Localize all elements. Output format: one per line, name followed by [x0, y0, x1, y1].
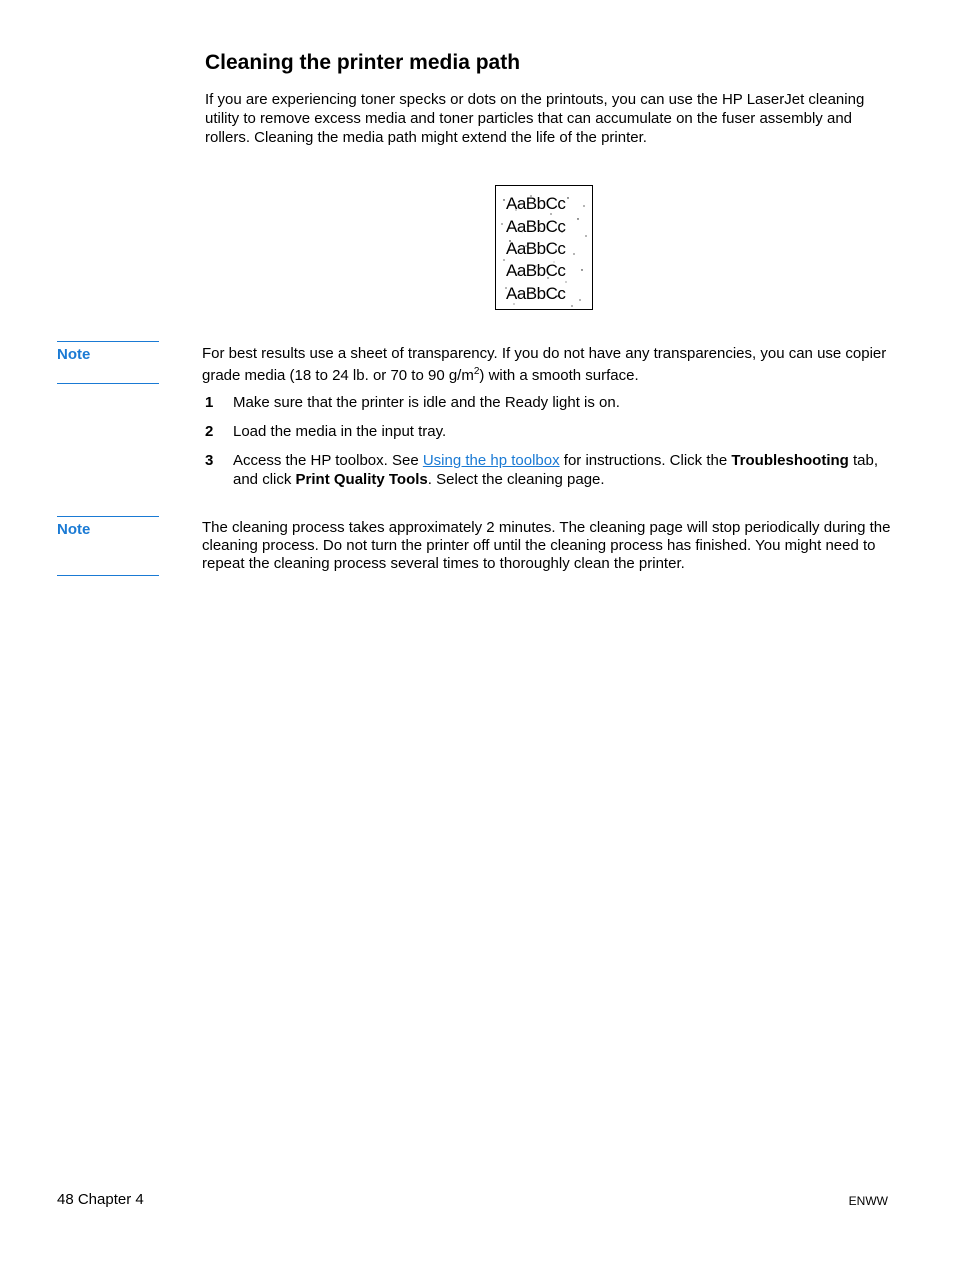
note-text-part: ) with a smooth surface. — [479, 367, 639, 384]
troubleshooting-tab-name: Troubleshooting — [731, 452, 849, 469]
step-text-part: Access the HP toolbox. See — [233, 452, 423, 469]
step-text: Load the media in the input tray. — [233, 423, 447, 440]
note-label: Note — [57, 516, 159, 538]
step-number: 2 — [205, 423, 214, 440]
footer-page-number: 48 Chapter 4 — [57, 1191, 144, 1208]
step-number: 1 — [205, 394, 214, 411]
step-item — [205, 451, 895, 489]
step-number: 3 — [205, 452, 214, 469]
footer-tag: ENWW — [848, 1194, 888, 1208]
superscript: 2 — [473, 366, 480, 377]
step-text: Make sure that the printer is idle and the Ready light is on. — [233, 394, 620, 411]
sample-text-line: AaBbCc — [506, 217, 566, 236]
step-text — [233, 451, 895, 489]
note-text — [202, 345, 896, 385]
sample-text-line: AaBbCc — [506, 194, 566, 213]
sample-text-line: AaBbCc — [506, 284, 566, 303]
step-text-part: tab, and click — [233, 452, 879, 488]
sample-text-line: AaBbCc — [506, 239, 566, 258]
step-item — [205, 393, 895, 412]
using-hp-toolbox-link[interactable]: Using the hp toolbox — [422, 452, 560, 469]
intro-paragraph: If you are experiencing toner specks or dots on the printouts, you can use the HP LaserJet cleaning utility to remove excess media and toner particles that can accumulate on the fuser assembly and rollers. Cleaning the media path might extend the life of the printer. — [205, 91, 865, 146]
print-quality-tools-name: Print Quality Tools — [295, 471, 428, 488]
note-text: The cleaning process takes approximately 2 minutes. The cleaning page will stop periodically during the cleaning process. Do not turn the printer off until the cleaning process has finished. You might need to repeat the cleaning process several times to thoroughly clean the printer. — [202, 519, 891, 572]
step-text-part: . Select the cleaning page. — [427, 471, 605, 488]
step-text-part: for instructions. Click the — [559, 452, 732, 469]
sample-text-line: AaBbCc — [506, 261, 566, 280]
toner-specks-sample-figure — [495, 185, 593, 310]
note-label: Note — [57, 341, 159, 363]
step-item — [205, 422, 895, 441]
note-text-part: For best results use a sheet of transparency. If you do not have any transparencies, you can use copier grade media (18 to 24 lb. or 70 to 90 g/m — [202, 345, 887, 384]
note-rule — [57, 383, 159, 384]
page-title: Cleaning the printer media path — [205, 51, 521, 74]
note-rule — [57, 575, 159, 576]
